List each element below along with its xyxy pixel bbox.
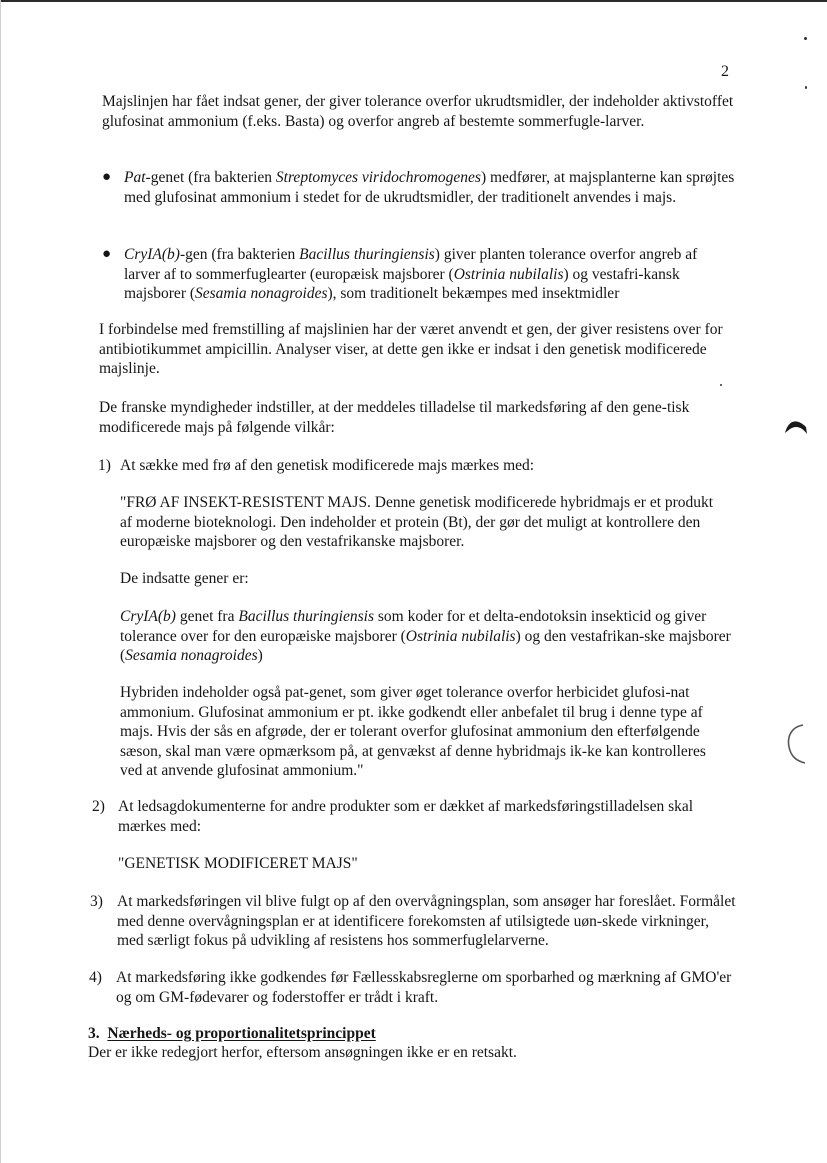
- bullet-cry-gene: [124, 245, 736, 304]
- gene-text: ): [257, 647, 263, 665]
- scan-top-edge: [0, 0, 827, 2]
- item-number: 2): [92, 798, 105, 815]
- species-name: Sesamia nonagroides: [125, 647, 258, 665]
- punch-hole-mark: [784, 417, 808, 435]
- bullet-dot: ●: [102, 246, 112, 262]
- item-number: 3): [90, 893, 103, 910]
- bullet-text: ) og vestafri-kansk majsborer (: [124, 265, 680, 303]
- bullet-text: ), som traditionelt bekæmpes med insektmidler: [327, 285, 620, 303]
- organism-name: Bacillus thuringiensis: [238, 608, 374, 625]
- bullet-text: ) giver planten tolerance overfor angreb af larver af to sommerfuglearter (europæisk majsborer (: [124, 246, 698, 283]
- punch-hole-outline: [785, 721, 807, 765]
- hybrid-paragraph: Hybriden indeholder også pat-genet, som giver øget tolerance overfor herbicidet glufosi-nat ammonium. Glufosinat ammonium er pt. ikke godkendt eller anbefalet til brug i denne type af majs. Hvis der sås en afgrøde, der er tolerant overfor glufosinat ammonium den efterfølgende sæson, skal man være opmærksom på, at genvækst af denne hybridmajs ik-ke kan kontrolleres ved at anvende glufosinat ammonium.": [120, 684, 706, 780]
- bullet-text: -gen (fra bakterien: [179, 246, 300, 263]
- organism-name: Streptomyces viridochromogenes: [275, 169, 481, 186]
- resistance-paragraph: I forbindelse med fremstilling af majslinien har der været anvendt et gen, der giver resistens over for antibiotikummet ampicillin. Analyser viser, at dette gen ikke er indsat i den genetisk modificerede majslinje.: [99, 321, 723, 378]
- gene-text: ) og den vestafrikan-ske majsborer (: [120, 627, 731, 665]
- item-number: 4): [89, 969, 102, 986]
- item-2-text: At ledsagdokumenterne for andre produkter som er dækket af markedsføringstilladelsen skal mærkes med:: [118, 798, 694, 835]
- bullet-dot: ●: [102, 169, 112, 185]
- bullet-pat-gene: [124, 168, 740, 207]
- label-quote: "FRØ AF INSEKT-RESISTENT MAJS. Denne genetisk modificerede hybridmajs er et produkt af moderne bioteknologi. Den indeholder et protein (Bt), der gør det muligt at kontrollere den europæiske majsborer og den vestafrikanske majsborer.: [120, 494, 714, 551]
- conditions-intro: De franske myndigheder indstiller, at der meddeles tilladelse til markedsføring af den gene-tisk modificerede majs på følgende vilkår:: [99, 399, 690, 436]
- gene-name: CryIA(b): [124, 246, 180, 263]
- scan-left-edge: [0, 0, 1, 1163]
- section-3-heading: [88, 1024, 376, 1044]
- gene-text: genet fra: [175, 608, 239, 625]
- species-name: Ostrinia nubilalis: [453, 265, 564, 283]
- item-number: 1): [98, 457, 111, 474]
- section-number: 3.: [88, 1025, 100, 1042]
- organism-name: Bacillus thuringiensis: [299, 246, 435, 263]
- intro-paragraph: Majslinjen har fået indsat gener, der giver tolerance overfor ukrudtsmidler, der indeholder aktivstoffet glufosinat ammonium (f.eks. Basta) og overfor angreb af bestemte sommerfugle-larver.: [102, 93, 734, 130]
- bullet-text: ) medfører, at majsplanterne kan sprøjtes med glufosinat ammonium i stedet for de ukrudtsmidler, der traditionelt anvendes i majs.: [124, 169, 735, 206]
- section-title: Nærheds- og proportionalitetsprincippet: [107, 1025, 376, 1042]
- item-4-text: At markedsføring ikke godkendes før Fællesskabsreglerne om sporbarhed og mærkning af GMO'er og om GM-fødevarer og foderstoffer er trådt i kraft.: [116, 969, 732, 1006]
- scan-speck: [804, 37, 807, 40]
- genes-intro: De indsatte gener er:: [120, 570, 249, 587]
- bullet-text: -genet (fra bakterien: [145, 169, 276, 186]
- gene-name: CryIA(b): [120, 608, 176, 625]
- item-3-text: At markedsføringen vil blive fulgt op af den overvågningsplan, som ansøger har foreslået. Formålet med denne overvågningsplan er at identificere forekomsten af utilsigtede uøn-skede virkninger, med særligt fokus på udvikling af resistens hos sommerfuglelarverne.: [117, 893, 736, 950]
- item-1-text: At sække med frø af den genetisk modificerede majs mærkes med:: [120, 457, 535, 474]
- gene-description: [120, 607, 734, 666]
- gene-text: som koder for et delta-endotoksin insekticid og giver tolerance over for den europæiske majsborer (: [120, 608, 707, 645]
- species-name: Ostrinia nubilalis: [405, 627, 516, 645]
- section-3-text: Der er ikke redegjort herfor, eftersom ansøgningen ikke er en retsakt.: [88, 1044, 517, 1061]
- page-number: 2: [721, 63, 729, 80]
- species-name: Sesamia nonagroides: [195, 285, 328, 303]
- gm-label-quote: "GENETISK MODIFICERET MAJS": [118, 855, 358, 872]
- gene-name: Pat: [124, 169, 146, 186]
- scan-speck: [805, 86, 807, 89]
- scan-speck: [720, 384, 722, 386]
